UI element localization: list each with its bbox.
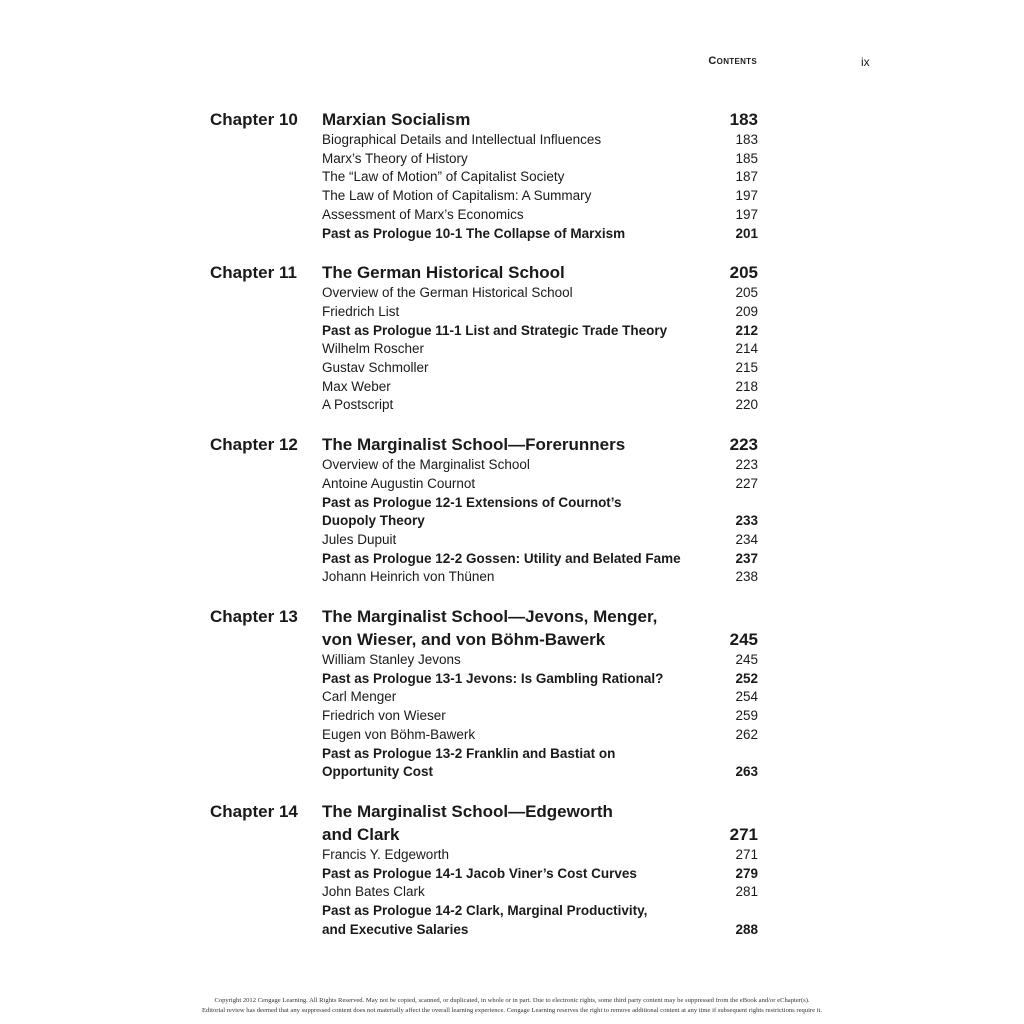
entry-title-line: Max Weber <box>322 378 391 394</box>
entry-title-line: Jules Dupuit <box>322 531 397 547</box>
toc-entry[interactable] <box>322 378 758 397</box>
entry-page-number: 201 <box>735 225 758 241</box>
copyright-line-1: Copyright 2012 Cengage Learning. All Rights Reserved. May not be copied, scanned, or duplicated, in whole or in part. Due to electronic rights, some third party content may be suppressed from the eBook and/or eChapter(s). <box>214 997 810 1004</box>
toc-entry[interactable] <box>322 303 758 322</box>
chapter-title-line: The Marginalist School—Forerunners <box>322 435 626 455</box>
chapter-title-line: The German Historical School <box>322 263 565 283</box>
entry-title-line: Overview of the Marginalist School <box>322 457 530 473</box>
toc-entry[interactable] <box>322 475 758 494</box>
entry-page-number: 215 <box>735 360 758 376</box>
toc-entry[interactable] <box>322 359 758 378</box>
chapter-title-line: Marxian Socialism <box>322 110 471 129</box>
entry-title-line: Wilhelm Roscher <box>322 341 425 357</box>
chapter-page-number: 271 <box>729 824 758 844</box>
toc-entry-feature[interactable] <box>322 902 758 939</box>
entry-title-line: Eugen von Böhm-Bawerk <box>322 726 476 742</box>
entry-title-line: Overview of the German Historical School <box>322 285 573 301</box>
entry-page-number: 233 <box>735 513 758 529</box>
entry-page-number: 271 <box>735 846 758 862</box>
entry-page-number: 223 <box>735 457 758 473</box>
entry-page-number: 197 <box>735 188 758 204</box>
chapter-page-number: 245 <box>729 630 758 650</box>
entry-page-number: 212 <box>735 322 758 338</box>
entry-page-number: 279 <box>735 865 758 881</box>
toc-entry-feature[interactable] <box>322 494 758 531</box>
toc-entry[interactable] <box>322 284 758 303</box>
entry-page-number: 262 <box>735 726 758 742</box>
chapter-heading[interactable] <box>322 261 758 284</box>
table-of-contents <box>210 108 758 958</box>
toc-entry[interactable] <box>322 456 758 475</box>
chapter-heading[interactable] <box>322 800 758 846</box>
entry-page-number: 187 <box>735 169 758 185</box>
entry-title-line: Duopoly Theory <box>322 513 425 529</box>
entry-title-line: Antoine Augustin Cournot <box>322 475 476 491</box>
entry-page-number: 205 <box>735 285 758 301</box>
chapter-page-number: 205 <box>729 263 758 283</box>
page-number: ix <box>861 55 870 69</box>
chapter-title-line: The Marginalist School—Edgeworth <box>322 801 613 821</box>
entry-title-line: Friedrich List <box>322 303 400 319</box>
toc-entry[interactable] <box>322 707 758 726</box>
chapter-title-line: von Wieser, and von Böhm-Bawerk <box>322 630 606 650</box>
toc-entry[interactable] <box>322 340 758 359</box>
entry-title-line: Francis Y. Edgeworth <box>322 846 450 862</box>
entry-title-line: Past as Prologue 11-1 List and Strategic Trade Theory <box>322 322 668 338</box>
toc-entry[interactable] <box>322 168 758 187</box>
chapter-block <box>210 800 758 940</box>
entry-title-line: Past as Prologue 12-2 Gossen: Utility and Belated Fame <box>322 550 681 566</box>
chapter-heading[interactable] <box>322 605 758 651</box>
chapter-label: Chapter 10 <box>210 110 298 129</box>
toc-entry[interactable] <box>322 150 758 169</box>
entry-page-number: 259 <box>735 708 758 724</box>
entry-page-number: 185 <box>735 150 758 166</box>
entry-title-line: Opportunity Cost <box>322 764 433 780</box>
entry-title-line: Past as Prologue 13-1 Jevons: Is Gambling Rational? <box>322 670 664 686</box>
chapter-block <box>210 108 758 243</box>
entry-page-number: 183 <box>735 132 758 147</box>
entry-title-line: John Bates Clark <box>322 884 425 900</box>
chapter-block <box>210 433 758 587</box>
entry-page-number: 227 <box>735 475 758 491</box>
toc-entry-feature[interactable] <box>322 745 758 782</box>
toc-entry[interactable] <box>322 531 758 550</box>
entry-page-number: 252 <box>735 670 758 686</box>
toc-entry-feature[interactable] <box>322 322 758 341</box>
chapter-label: Chapter 12 <box>210 435 298 455</box>
entry-page-number: 234 <box>735 531 758 547</box>
copyright-line-2: Editorial review has deemed that any suppressed content does not materially affect the overall learning experience. Cengage Learning reserves the right to remove additional content at any time if subsequent rights restrictions require it. <box>201 1007 823 1014</box>
entry-page-number: 245 <box>735 652 758 668</box>
entry-title-line: Johann Heinrich von Thünen <box>322 569 495 585</box>
chapter-page-number: 183 <box>729 110 758 129</box>
chapter-block <box>210 605 758 782</box>
entry-page-number: 281 <box>735 884 758 900</box>
toc-entry[interactable] <box>322 651 758 670</box>
entry-page-number: 254 <box>735 689 758 705</box>
entry-title-line: Marx’s Theory of History <box>322 150 468 166</box>
entry-title-line: Assessment of Marx’s Economics <box>322 206 524 222</box>
entry-page-number: 237 <box>735 550 758 566</box>
entry-title-line: Friedrich von Wieser <box>322 708 446 724</box>
toc-entry[interactable] <box>322 883 758 902</box>
entry-title-line: Past as Prologue 13-2 Franklin and Bastiat on <box>322 745 616 761</box>
entry-page-number: 218 <box>735 378 758 394</box>
chapter-page-number: 223 <box>729 435 758 455</box>
entry-page-number: 263 <box>735 764 758 780</box>
entry-title-line: William Stanley Jevons <box>322 652 461 668</box>
running-head <box>0 55 1024 71</box>
entry-title-line: and Executive Salaries <box>322 921 469 937</box>
entry-title-line: The “Law of Motion” of Capitalist Society <box>322 169 565 185</box>
entry-title-line: Gustav Schmoller <box>322 360 429 376</box>
entry-title-line: Past as Prologue 10-1 The Collapse of Marxism <box>322 225 626 241</box>
chapter-title-line: and Clark <box>322 824 400 844</box>
chapter-label: Chapter 13 <box>210 607 298 627</box>
entry-title-line: The Law of Motion of Capitalism: A Summary <box>322 188 592 204</box>
entry-page-number: 209 <box>735 303 758 319</box>
toc-entry[interactable] <box>322 846 758 865</box>
toc-entry-feature[interactable] <box>322 670 758 689</box>
toc-entry[interactable] <box>322 726 758 745</box>
toc-entry-feature[interactable] <box>322 550 758 569</box>
entry-page-number: 197 <box>735 206 758 222</box>
copyright-footer <box>0 996 1024 1016</box>
toc-entry[interactable] <box>322 187 758 206</box>
toc-entry[interactable] <box>322 688 758 707</box>
entry-title-line: Past as Prologue 14-1 Jacob Viner’s Cost Curves <box>322 865 637 881</box>
toc-entry-feature[interactable] <box>322 865 758 884</box>
entry-page-number: 220 <box>735 397 758 413</box>
entry-title-line: Past as Prologue 14-2 Clark, Marginal Productivity, <box>322 903 648 919</box>
entry-title-line: Carl Menger <box>322 689 397 705</box>
entry-page-number: 214 <box>735 341 758 357</box>
toc-entry[interactable] <box>322 396 758 415</box>
toc-entry[interactable] <box>322 568 758 587</box>
entry-page-number: 288 <box>735 921 758 937</box>
chapter-heading[interactable] <box>322 108 758 131</box>
chapter-block <box>210 261 758 415</box>
chapter-label: Chapter 11 <box>210 263 297 283</box>
toc-entry[interactable] <box>322 131 758 150</box>
entry-title-line: Biographical Details and Intellectual Influences <box>322 132 602 147</box>
entry-title-line: Past as Prologue 12-1 Extensions of Cournot’s <box>322 494 622 510</box>
toc-entry-feature[interactable] <box>322 225 758 244</box>
running-head-title: Contents <box>708 55 757 67</box>
chapter-label: Chapter 14 <box>210 801 298 821</box>
toc-entry[interactable] <box>322 206 758 225</box>
entry-page-number: 238 <box>735 569 758 585</box>
chapter-heading[interactable] <box>322 433 758 456</box>
entry-title-line: A Postscript <box>322 397 394 413</box>
chapter-title-line: The Marginalist School—Jevons, Menger, <box>322 607 658 627</box>
